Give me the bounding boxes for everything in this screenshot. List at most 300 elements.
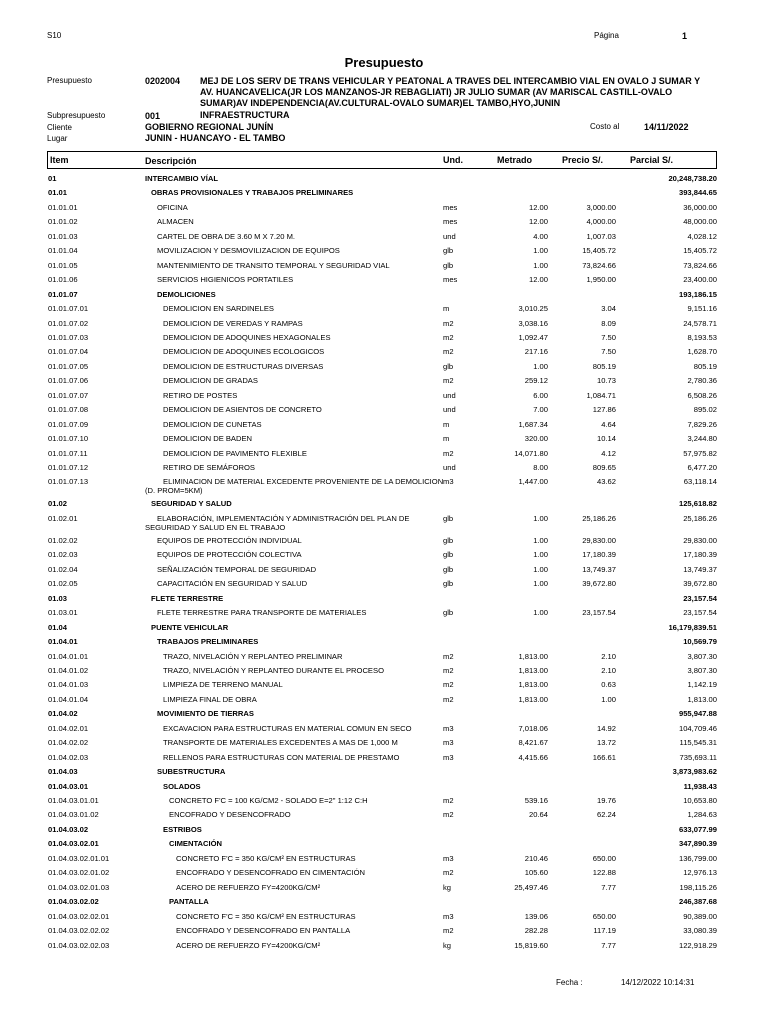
report-code: S10 (47, 31, 62, 40)
cliente-label: Cliente (47, 123, 72, 132)
row-precio: 15,405.72 (582, 246, 616, 256)
row-description: SUBESTRUCTURA (157, 767, 226, 777)
row-precio: 7.50 (601, 332, 616, 342)
row-unit: m2 (443, 318, 454, 328)
table-header-top-rule (47, 151, 717, 152)
row-precio: 4.12 (601, 448, 616, 458)
table-row (0, 420, 768, 434)
col-precio: Precio S/. (562, 155, 604, 165)
row-description: DEMOLICION DE BADEN (163, 434, 253, 444)
table-row (0, 550, 768, 564)
row-metrado: 1,813.00 (518, 651, 548, 661)
table-row (0, 347, 768, 361)
table-row (0, 188, 768, 202)
row-item-code: 01.04.02.03 (48, 752, 89, 762)
row-unit: glb (443, 608, 454, 618)
row-metrado: 1,813.00 (518, 694, 548, 704)
row-description: CONCRETO F'C = 100 KG/CM2 - SOLADO E=2" 1:12 C:H (169, 796, 368, 805)
table-header-left-rule (47, 152, 48, 168)
row-unit: glb (443, 579, 454, 589)
table-row (0, 608, 768, 622)
row-metrado: 210.46 (524, 853, 548, 863)
row-metrado: 12.00 (528, 275, 548, 285)
row-metrado: 1.00 (533, 535, 548, 545)
row-description: ENCOFRADO Y DESENCOFRADO (169, 810, 291, 820)
row-parcial: 735,693.11 (679, 752, 717, 762)
table-row (0, 796, 768, 810)
table-row (0, 753, 768, 767)
row-metrado: 3,038.16 (518, 318, 548, 328)
row-metrado: 15,819.60 (514, 940, 548, 950)
row-parcial: 805.19 (693, 361, 717, 371)
row-description: ENCOFRADO Y DESENCOFRADO EN PANTALLA (176, 926, 351, 936)
row-precio: 3.04 (601, 304, 616, 314)
row-parcial: 24,578.71 (683, 318, 717, 328)
row-parcial: 393,844.65 (678, 188, 717, 198)
row-unit: m2 (443, 796, 454, 805)
row-unit: m3 (443, 853, 454, 863)
row-description: RELLENOS PARA ESTRUCTURAS CON MATERIAL DE PRESTAMO (163, 752, 400, 762)
row-item-code: 01.03.01 (48, 608, 78, 618)
table-row (0, 275, 768, 289)
table-row (0, 391, 768, 405)
row-description: LIMPIEZA DE TERRENO MANUAL (163, 680, 283, 690)
row-parcial: 63,118.14 (683, 477, 717, 487)
row-item-code: 01.04.02 (48, 709, 78, 719)
col-und: Und. (443, 155, 463, 165)
row-item-code: 01.04.03.01 (48, 781, 89, 791)
row-description: ELABORACIÓN, IMPLEMENTACIÓN Y ADMINISTRACIÓN DEL PLAN DE (157, 513, 410, 523)
row-precio: 166.61 (592, 752, 616, 762)
row-metrado: 139.06 (524, 911, 548, 921)
row-item-code: 01.01.07.03 (48, 332, 89, 342)
cliente-value: GOBIERNO REGIONAL JUNÍN (145, 122, 274, 132)
row-item-code: 01.01.07 (48, 289, 78, 299)
row-item-code: 01.01.06 (48, 275, 78, 285)
row-parcial: 17,180.39 (683, 550, 717, 560)
row-parcial: 6,477.20 (687, 463, 717, 472)
row-metrado: 1,687.34 (518, 419, 548, 429)
row-unit: kg (443, 940, 452, 950)
row-description: RETIRO DE POSTES (163, 390, 238, 400)
row-item-code: 01.01.07.02 (48, 318, 89, 328)
table-row (0, 912, 768, 926)
row-metrado: 6.00 (533, 390, 548, 400)
row-precio: 13.72 (596, 738, 616, 748)
row-precio: 23,157.54 (582, 608, 616, 618)
row-description: LIMPIEZA FINAL DE OBRA (163, 694, 257, 704)
row-precio: 10.14 (596, 434, 616, 444)
row-parcial: 633,077.99 (678, 824, 717, 834)
costo-date: 14/11/2022 (644, 122, 689, 132)
row-description: MOVILIZACION Y DESMOVILIZACION DE EQUIPOS (157, 246, 340, 256)
row-metrado: 1.00 (533, 513, 548, 523)
subpresupuesto-code: 001 (145, 111, 161, 121)
table-row (0, 868, 768, 882)
row-item-code: 01.01.03 (48, 231, 78, 241)
row-parcial: 895.02 (693, 405, 717, 415)
page-number: 1 (682, 31, 688, 41)
row-unit: glb (443, 535, 454, 545)
row-description: ALMACEN (157, 217, 194, 227)
row-item-code: 01.04.01.03 (48, 680, 89, 690)
row-unit: m3 (443, 723, 454, 733)
row-precio: 62.24 (596, 810, 616, 820)
row-metrado: 105.60 (524, 868, 548, 878)
table-row (0, 724, 768, 738)
row-unit: m2 (443, 926, 454, 936)
row-unit: mes (443, 217, 458, 227)
row-item-code: 01.01.07.13 (48, 477, 89, 487)
table-row (0, 941, 768, 955)
table-row (0, 883, 768, 897)
row-item-code: 01.04 (48, 622, 68, 632)
row-parcial: 23,400.00 (683, 275, 717, 285)
row-precio: 117.19 (593, 926, 616, 936)
row-parcial: 3,873,983.62 (672, 767, 717, 777)
row-precio: 0.63 (601, 680, 616, 690)
table-row (0, 203, 768, 217)
row-description: SEÑALIZACIÓN TEMPORAL DE SEGURIDAD (157, 564, 317, 574)
row-precio: 73,824.66 (582, 260, 616, 270)
row-parcial: 3,244.80 (687, 434, 717, 444)
row-item-code: 01.04.03.02.02.01 (48, 911, 110, 921)
row-description: OBRAS PROVISIONALES Y TRABAJOS PRELIMINARES (151, 188, 354, 198)
table-row (0, 499, 768, 513)
row-metrado: 12.00 (528, 217, 548, 227)
row-unit: m2 (443, 332, 454, 342)
lugar-label: Lugar (47, 134, 68, 143)
row-metrado: 4.00 (533, 231, 548, 241)
row-description: MANTENIMIENTO DE TRANSITO TEMPORAL Y SEGURIDAD VIAL (157, 260, 390, 270)
row-precio: 3,000.00 (586, 202, 616, 212)
row-metrado: 20.64 (528, 810, 548, 820)
row-description: DEMOLICION DE VEREDAS Y RAMPAS (163, 318, 303, 328)
row-item-code: 01.04.03.02.01.03 (48, 882, 110, 892)
row-parcial: 3,807.30 (687, 665, 717, 675)
row-unit: mes (443, 202, 458, 212)
row-parcial: 25,186.26 (683, 513, 717, 523)
row-parcial: 15,405.72 (683, 246, 717, 256)
row-description: DEMOLICION DE ASIENTOS DE CONCRETO (163, 405, 322, 415)
row-parcial: 1,813.00 (687, 694, 717, 704)
row-metrado: 539.16 (524, 796, 548, 805)
row-unit: m2 (443, 810, 454, 820)
row-precio: 14.92 (596, 723, 616, 733)
row-parcial: 23,157.54 (683, 608, 717, 618)
row-unit: m (443, 419, 450, 429)
row-description: EQUIPOS DE PROTECCIÓN INDIVIDUAL (157, 535, 302, 545)
row-precio: 1,950.00 (586, 275, 616, 285)
row-unit: m2 (443, 680, 454, 690)
row-parcial: 48,000.00 (683, 217, 717, 227)
row-unit: und (443, 463, 456, 472)
row-parcial: 12,976.13 (683, 868, 717, 878)
table-row (0, 290, 768, 304)
row-metrado: 1,813.00 (518, 665, 548, 675)
row-description: TRANSPORTE DE MATERIALES EXCEDENTES A MAS DE 1,000 M (163, 738, 398, 748)
row-item-code: 01.02.05 (48, 579, 78, 589)
table-row (0, 652, 768, 666)
row-precio: 4,000.00 (586, 217, 616, 227)
col-descripcion: Descripción (145, 156, 197, 166)
row-precio: 43.62 (596, 477, 616, 487)
row-parcial: 7,829.26 (687, 419, 717, 429)
row-unit: und (443, 405, 456, 415)
row-unit: und (443, 390, 456, 400)
row-item-code: 01.01.07.12 (48, 463, 89, 472)
row-description: CAPACITACIÓN EN SEGURIDAD Y SALUD (157, 579, 308, 589)
table-row (0, 623, 768, 637)
lugar-value: JUNIN - HUANCAYO - EL TAMBO (145, 133, 286, 143)
row-item-code: 01.02.01 (48, 513, 78, 523)
row-parcial: 20,248,738.20 (668, 174, 717, 183)
table-row (0, 319, 768, 333)
presupuesto-desc-line3: SUMAR)AV INDEPENDENCIA(AV.CULTURAL-OVALO SUMAR)EL TAMBO,HYO,JUNIN (200, 98, 561, 108)
row-item-code: 01.01 (48, 188, 68, 198)
row-description: CARTEL DE OBRA DE 3.60 M X 7.20 M. (157, 231, 296, 241)
row-item-code: 01.04.03.01.01 (48, 796, 99, 805)
row-description: ELIMINACION DE MATERIAL EXCEDENTE PROVENIENTE DE LA DEMOLICION (163, 477, 444, 487)
row-unit: glb (443, 513, 454, 523)
col-item: Item (50, 155, 69, 165)
row-item-code: 01.03 (48, 593, 68, 603)
fecha-label: Fecha : (556, 978, 583, 987)
row-parcial: 33,080.39 (683, 926, 717, 936)
row-item-code: 01.04.03.02.01 (48, 839, 99, 849)
row-precio: 29,830.00 (582, 535, 616, 545)
row-description: EXCAVACION PARA ESTRUCTURAS EN MATERIAL COMUN EN SECO (163, 723, 412, 733)
row-precio: 39,672.80 (582, 579, 616, 589)
row-precio: 805.19 (592, 361, 616, 371)
row-parcial: 4,028.12 (687, 231, 717, 241)
table-row (0, 434, 768, 448)
row-metrado: 1,092.47 (518, 332, 548, 342)
row-unit: m2 (443, 694, 454, 704)
row-metrado: 259.12 (524, 376, 548, 386)
row-parcial: 136,799.00 (678, 853, 717, 863)
row-unit: m2 (443, 376, 454, 386)
row-item-code: 01.01.07.04 (48, 347, 89, 357)
row-description: PANTALLA (169, 897, 209, 907)
row-description: TRABAJOS PRELIMINARES (157, 637, 259, 647)
row-parcial: 9,151.16 (687, 304, 717, 314)
presupuesto-code: 0202004 (145, 76, 181, 86)
table-row (0, 926, 768, 940)
row-parcial: 1,142.19 (687, 680, 717, 690)
row-unit: m (443, 304, 450, 314)
row-item-code: 01.02.02 (48, 535, 78, 545)
table-row (0, 513, 768, 532)
row-parcial: 16,179,839.51 (668, 622, 717, 632)
row-item-code: 01.01.07.09 (48, 419, 89, 429)
row-metrado: 282.28 (524, 926, 548, 936)
table-row (0, 376, 768, 390)
row-precio: 1,007.03 (586, 231, 616, 241)
row-precio: 7.77 (601, 882, 616, 892)
row-item-code: 01.04.01.01 (48, 651, 89, 661)
row-item-code: 01.01.07.08 (48, 405, 89, 415)
table-row (0, 680, 768, 694)
row-precio: 8.09 (601, 318, 616, 328)
row-description: ENCOFRADO Y DESENCOFRADO EN CIMENTACIÓN (176, 868, 366, 878)
table-row (0, 666, 768, 680)
table-row (0, 536, 768, 550)
table-row (0, 594, 768, 608)
row-precio: 7.77 (601, 940, 616, 950)
presupuesto-label: Presupuesto (47, 76, 92, 85)
table-row (0, 304, 768, 318)
row-metrado: 14,071.80 (514, 448, 548, 458)
row-item-code: 01.04.03.02 (48, 824, 89, 834)
row-unit: und (443, 231, 456, 241)
row-precio: 4.64 (601, 419, 616, 429)
row-parcial: 90,389.00 (683, 911, 717, 921)
row-precio: 2.10 (601, 665, 616, 675)
row-parcial: 955,947.88 (678, 709, 717, 719)
row-metrado: 7.00 (533, 405, 548, 415)
presupuesto-desc-line2: AV. HUANCAVELICA(JR LOS MANZANOS-JR REBAGLIATI) JR JULIO SUMAR (AV MARISCAL CASTILL-OVALO (200, 87, 673, 97)
row-metrado: 25,497.46 (514, 882, 548, 892)
table-row (0, 738, 768, 752)
row-parcial: 73,824.66 (683, 260, 717, 270)
row-unit: glb (443, 550, 454, 560)
row-description: SEGURIDAD Y SALUD (151, 499, 232, 509)
table-row (0, 463, 768, 477)
table-row (0, 261, 768, 275)
row-metrado: 8.00 (533, 463, 548, 472)
row-precio: 17,180.39 (582, 550, 616, 560)
row-description: DEMOLICION EN SARDINELES (163, 304, 274, 314)
row-parcial: 8,193.53 (687, 332, 717, 342)
row-precio: 650.00 (592, 911, 616, 921)
table-row (0, 839, 768, 853)
row-description: DEMOLICIONES (157, 289, 216, 299)
row-description: DEMOLICION DE ADOQUINES ECOLOGICOS (163, 347, 325, 357)
row-precio: 127.86 (592, 405, 616, 415)
row-item-code: 01.04.03.02.02 (48, 897, 99, 907)
table-row (0, 246, 768, 260)
table-row (0, 695, 768, 709)
row-parcial: 2,780.36 (687, 376, 717, 386)
table-row (0, 362, 768, 376)
row-description: EQUIPOS DE PROTECCIÓN COLECTIVA (157, 550, 302, 560)
row-item-code: 01.01.01 (48, 202, 78, 212)
row-parcial: 1,284.63 (687, 810, 717, 820)
row-item-code: 01.04.02.01 (48, 723, 89, 733)
row-description: MOVIMIENTO DE TIERRAS (157, 709, 254, 719)
subpresupuesto-desc: INFRAESTRUCTURA (200, 110, 290, 120)
row-unit: glb (443, 361, 454, 371)
row-metrado: 4,415.66 (518, 752, 548, 762)
row-unit: glb (443, 564, 454, 574)
fecha-value: 14/12/2022 10:14:31 (621, 978, 695, 987)
presupuesto-desc-line1: MEJ DE LOS SERV DE TRANS VEHICULAR Y PEATONAL A TRAVES DEL INTERCAMBIO VIAL EN OVALO J SUMAR Y (200, 76, 701, 86)
row-description: SERVICIOS HIGIENICOS PORTATILES (157, 275, 294, 285)
row-unit: m2 (443, 347, 454, 357)
row-description: DEMOLICION DE GRADAS (163, 376, 258, 386)
table-row (0, 477, 768, 496)
row-precio: 1.00 (601, 694, 616, 704)
row-unit: mes (443, 275, 458, 285)
row-parcial: 57,975.82 (683, 448, 717, 458)
row-metrado: 1,447.00 (518, 477, 548, 487)
row-description-cont: SEGURIDAD Y SALUD EN EL TRABAJO (145, 522, 286, 532)
row-item-code: 01.04.03.02.02.03 (48, 940, 110, 950)
row-metrado: 8,421.67 (518, 738, 548, 748)
row-parcial: 6,508.26 (687, 390, 717, 400)
row-parcial: 13,749.37 (683, 564, 717, 574)
table-row (0, 449, 768, 463)
row-unit: glb (443, 246, 454, 256)
row-precio: 2.10 (601, 651, 616, 661)
row-item-code: 01.04.01.04 (48, 694, 89, 704)
row-description: TRAZO, NIVELACIÓN Y REPLANTEO DURANTE EL PROCESO (163, 665, 384, 675)
row-item-code: 01.02.04 (48, 564, 78, 574)
row-metrado: 320.00 (524, 434, 548, 444)
row-item-code: 01.01.02 (48, 217, 78, 227)
row-description: CIMENTACIÓN (169, 839, 223, 849)
row-parcial: 36,000.00 (683, 202, 717, 212)
table-row (0, 217, 768, 231)
row-parcial: 10,653.80 (683, 796, 717, 805)
table-row (0, 565, 768, 579)
row-item-code: 01.02.03 (48, 550, 78, 560)
row-item-code: 01.04.02.02 (48, 738, 89, 748)
table-row (0, 174, 768, 188)
row-parcial: 23,157.54 (683, 593, 717, 603)
row-precio: 13,749.37 (582, 564, 616, 574)
row-description: DEMOLICION DE ESTRUCTURAS DIVERSAS (163, 361, 324, 371)
row-metrado: 1,813.00 (518, 680, 548, 690)
row-parcial: 11,938.43 (683, 781, 717, 791)
row-item-code: 01.01.07.01 (48, 304, 89, 314)
row-metrado: 7,018.06 (518, 723, 548, 733)
row-description: ESTRIBOS (163, 824, 202, 834)
row-unit: m3 (443, 752, 454, 762)
row-description: OFICINA (157, 202, 188, 212)
row-description: FLETE TERRESTRE (151, 593, 224, 603)
row-description: DEMOLICION DE CUNETAS (163, 419, 262, 429)
subpresupuesto-label: Subpresupuesto (47, 111, 106, 120)
row-metrado: 217.16 (524, 347, 548, 357)
row-description: ACERO DE REFUERZO FY=4200KG/CM² (176, 940, 321, 950)
row-description: DEMOLICION DE ADOQUINES HEXAGONALES (163, 332, 331, 342)
table-row (0, 767, 768, 781)
row-metrado: 1.00 (533, 550, 548, 560)
row-item-code: 01.01.07.06 (48, 376, 89, 386)
row-unit: m3 (443, 911, 454, 921)
row-metrado: 1.00 (533, 260, 548, 270)
col-parcial: Parcial S/. (630, 155, 674, 165)
row-parcial: 198,115.26 (679, 882, 717, 892)
row-description: RETIRO DE SEMÁFOROS (163, 463, 255, 472)
table-header-right-rule (716, 152, 717, 168)
row-parcial: 122,918.29 (678, 940, 717, 950)
row-precio: 122.88 (592, 868, 616, 878)
costo-label: Costo al (590, 122, 620, 131)
row-item-code: 01.04.01 (48, 637, 78, 647)
row-parcial: 3,807.30 (687, 651, 717, 661)
row-description: SOLADOS (163, 781, 201, 791)
row-precio: 1,084.71 (586, 390, 616, 400)
row-item-code: 01.02 (48, 499, 68, 509)
table-row (0, 232, 768, 246)
row-precio: 7.50 (601, 347, 616, 357)
row-unit: m2 (443, 651, 454, 661)
row-precio: 10.73 (596, 376, 616, 386)
col-metrado: Metrado (497, 155, 533, 165)
